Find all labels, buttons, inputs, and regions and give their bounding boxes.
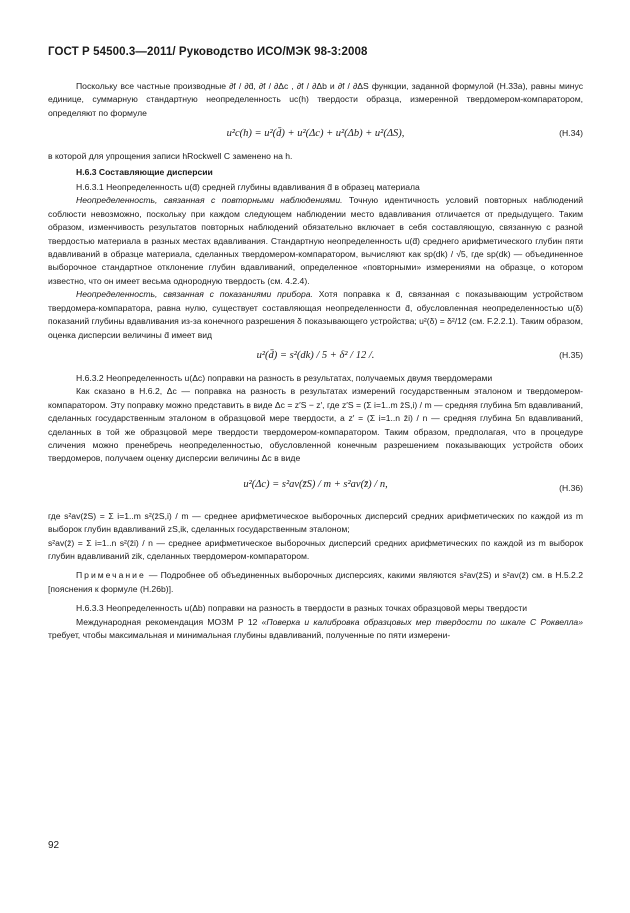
page-header: ГОСТ Р 54500.3—2011/ Руководство ИСО/МЭК 98-3:2008: [48, 46, 368, 58]
formula-h34-expression: u²c(h) = u²(d̄) + u²(Δc) + u²(Δb) + u²(ΔS),: [226, 128, 405, 140]
formula-h35-number: (Н.35): [559, 349, 583, 360]
note-label: Примечание: [76, 570, 146, 581]
page-number: 92: [48, 840, 60, 851]
instrument-readings-text: Хотя поправка к d̄, связанная с показывающим устройством твердомера-компаратора, равна нулю, существует составляющая неопределенности d̄, обусловленная неопределенностью u(δ) показаний глубины вдавливания из-за конечного разрешения δ показывающего устройства; u²(δ) = δ²/12 (см. F.2.2.1). Таким образом, оценка дисперсии величины d̄ имеет вид: [48, 289, 583, 340]
paragraph-repeated-observations: [48, 194, 583, 288]
repeated-observations-text: Точную идентичность условий повторных наблюдений соблюсти невозможно, поскольку при каждом следующем наблюдении место вдавливания отличается от предыдущего. Таким образом, изменчивость результатов повторных наблюдений обязательно включает в себя составляющую, связанную с разной твердостью материала в разных местах вдавливания. Стандартную неопределенность u(d̄) среднего арифметического глубин пяти вдавливаний в образце материала, сделанных твердомером-компаратором, вычисляют как sp(dk) / √5, где sp(dk) — объединенное выборочное стандартное отклонение глубин вдавливаний, определенное «повторными» измерениями на образце, о котором известно, что он имеет весьма однородную твердость (см. 4.2.4).: [48, 195, 583, 286]
formula-h35: [48, 346, 583, 368]
formula-h36-expression: u²(Δc) = s²av(z̄S) / m + s²av(z̄) / n,: [243, 478, 388, 490]
paragraph-notation: в которой для упрощения записи hRockwell C заменено на h.: [48, 151, 293, 162]
formula-h34-number: (Н.34): [559, 128, 583, 139]
paragraph-where-s-av-zs: где s²av(z̄S) = Σ i=1..m s²(z̄S,i) / m — среднее арифметическое выборочных дисперсий средних арифметических по каждой из m выборок глубин вдавливаний zS,ik, сделанных государственным эталоном;: [48, 510, 583, 535]
paragraph-partial-derivatives: Поскольку все частные производные ∂f / ∂d̄, ∂f / ∂Δc , ∂f / ∂Δb и ∂f / ∂ΔS функции, заданной формулой (Н.33а), равны минус единице, суммарную стандартную неопределенность uc(h) твердости образца, измеренной твердомером-компаратором, определяют по формуле: [48, 81, 583, 118]
paragraph-h632-title: Н.6.3.2 Неопределенность u(Δc) поправки на разность в результатах, получаемых двумя твердомерами: [76, 372, 493, 383]
formula-h35-expression: u²(d̄) = s²(dk) / 5 + δ² / 12 /.: [256, 349, 375, 361]
document-body: [48, 80, 583, 642]
oiml-text-end: требует, чтобы максимальная и минимальная глубины вдавливаний, полученные по пяти измерени-: [48, 630, 451, 640]
paragraph-correction-delta-c: Как сказано в Н.6.2, Δc — поправка на разность в результатах измерений государственным эталоном и твердомером-компаратором. Эту поправку можно представить в виде Δc = z′S − z′, где z′S = (Σ i=1..m z̄S,i) / m — средняя глубина 5m вдавливаний, сделанных государственным эталоном в образцовой мере твердости, а z′ = (Σ i=1..n z̄i) / n — средняя глубина 5n вдавливаний, сделанных в той же образцовой мере твердости твердомером-компаратором. Таким образом, предполагая, что в процедуре сличения можно пренебречь неопределенностью, обусловленной конечным разрешением показывающих устройств обоих твердомеров, получаем оценку дисперсии величины Δc в виде: [48, 386, 583, 464]
formula-h36: [48, 470, 583, 506]
section-heading: Н.6.3 Составляющие дисперсии: [76, 166, 213, 177]
note-paragraph: [48, 569, 583, 596]
paragraph-oiml-recommendation: [48, 616, 583, 643]
repeated-observations-lead: Неопределенность, связанная с повторными наблюдениями.: [76, 195, 343, 206]
formula-h36-number: (Н.36): [559, 482, 583, 493]
oiml-text-start: Международная рекомендация МОЗМ Р 12: [76, 616, 262, 627]
oiml-title: «Поверка и калибровка образцовых мер твердости по шкале С Роквелла»: [261, 616, 583, 627]
formula-h34: [48, 124, 583, 146]
paragraph-instrument-readings: [48, 288, 583, 342]
paragraph-h631-title: Н.6.3.1 Неопределенность u(d̄) средней глубины вдавливания d̄ в образец материала: [76, 182, 420, 193]
note-text: — Подробнее об объединенных выборочных дисперсиях, какими являются s²av(z̄S) и s²av(z̄) см. в Н.5.2.2 [пояснения к формуле (Н.26b)].: [48, 570, 583, 594]
paragraph-s-av-z: s²av(z̄) = Σ i=1..n s²(z̄i) / n — среднее арифметическое выборочных дисперсий средних арифметических по каждой из m выборок глубин вдавливаний zik, сделанных твердомером-компаратором.: [48, 537, 583, 561]
instrument-readings-lead: Неопределенность, связанная с показаниями прибора.: [76, 289, 313, 300]
paragraph-h633-title: Н.6.3.3 Неопределенность u(Δb) поправки на разность в твердости в разных точках образцовой меры твердости: [76, 603, 528, 614]
